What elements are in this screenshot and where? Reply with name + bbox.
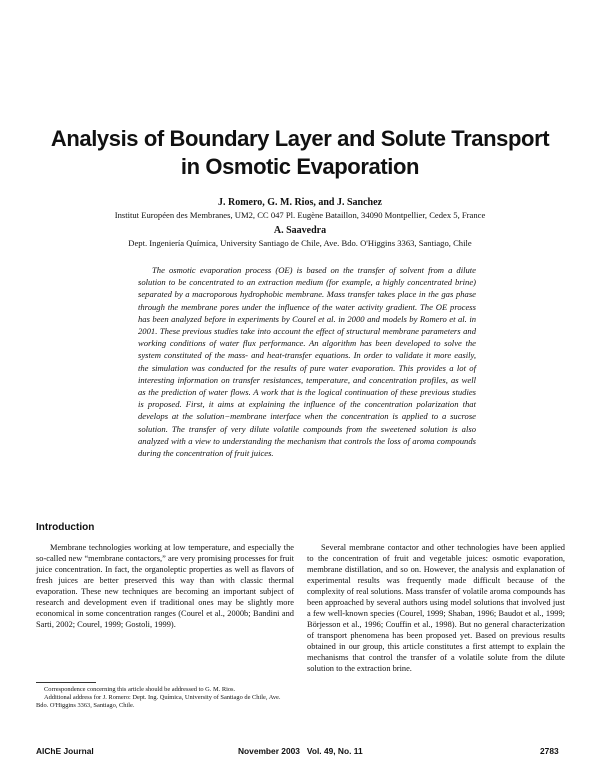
author-affiliation-2: Dept. Ingeniería Química, University Santiago de Chile, Ave. Bdo. O'Higgins 3363, Santiago, Chile: [128, 238, 472, 248]
right-column: [307, 542, 565, 674]
author-names-group-1: J. Romero, G. M. Rios, and J. Sanchez: [218, 197, 382, 208]
introduction-heading: Introduction: [36, 522, 95, 533]
article-title: [40, 125, 560, 181]
title-line-1: Analysis of Boundary Layer and Solute Transport: [50, 126, 550, 151]
author-names-group-2: A. Saavedra: [273, 225, 327, 236]
footer-page-number: 2783: [540, 746, 559, 756]
footnote-correspondence: Correspondence concerning this article should be addressed to G. M. Rios.: [44, 686, 236, 693]
footer-issue: November 2003 Vol. 49, No. 11: [238, 746, 363, 756]
footnotes: [36, 686, 294, 710]
footer-journal-name: AIChE Journal: [36, 746, 94, 756]
title-line-2: in Osmotic Evaporation: [180, 154, 420, 179]
introduction-paragraph-right: Several membrane contactor and other technologies have been applied to the concentration of fruit and vegetable juices: osmotic evaporation, membrane distillation, and so on. However, the analysis and explanation of experimental results was frequently made difficult because of the complexity of real solutions. Mass transfer of volatile aroma compounds has been approached by several authors using model solutions that involved just a few well-known species (Courel, 1999; Shaban, 1996; Baudot et al., 1999; Börjesson et al., 1996; Couffin et al., 1998). But no general characterization of transport phenomena has been proposed yet. Based on previous results obtained in our group, this article constitutes a first attempt to explain the mechanisms that control the transfer of a volatile solute from the dilute solution to the extraction brine.: [307, 543, 565, 673]
author-affiliation-1: Institut Européen des Membranes, UM2, CC 047 Pl. Eugène Bataillon, 34090 Montpellier, Cedex 5, France: [114, 210, 486, 220]
introduction-paragraph-left: Membrane technologies working at low temperature, and especially the so-called new “membrane contactors,” are very promising processes for fruit juice concentration. In fact, the organoleptic properties as well as flavors of fresh juices are better preserved this way than with classic thermal evaporation. These new techniques are becoming an important subject of research and development even if traditional ones may be slightly more economical in some concentration ranges (Courel et al., 2000b; Bandini and Sarti, 2002; Courel, 1999; Gostoli, 1999).: [36, 543, 294, 629]
left-column: [36, 542, 294, 630]
footnote-current-address: Additional address for J. Romero: Dept. Ing. Química, University of Santiago de Chile, Ave. Bdo. O'Higgins 3363, Santiago, Chile.: [36, 694, 281, 709]
abstract: The osmotic evaporation process (OE) is based on the transfer of solvent from a dilute solution to be concentrated to an extraction medium (for example, a highly concentrated brine) separated by a macroporous hydrophobic membrane. Mass transfer takes place in the gas phase through the membrane pores under the influence of the water activity gradient. The OE process has been analyzed before in experiments by Courel et al. in 2000 and models by Romero et al. in 2001. These previous studies take into account the effect of structural membrane parameters and working conditions of water flux performance. An algorithm has been developed to solve the system constituted of the mass- and heat-transfer equations. In order to validate it more easily, the simulation was conducted for the results of pure water evaporation. This provides a lot of interesting information on transfer resistances, temperature, and concentration profiles, as well as the prediction of water flows. A work that is the logical continuation of these previous studies is proposed. First, it aims at explaining the influence of the concentration polarization that develops at the solution−membrane interface when the concentration is applied to a sucrose solution. The transfer of very dilute volatile compounds from the sweetened solution is also analyzed with a view to understanding the mechanism that controls the loss of aroma compounds during the concentration of fruit juices.: [138, 265, 476, 459]
footnote-divider: [36, 682, 96, 683]
